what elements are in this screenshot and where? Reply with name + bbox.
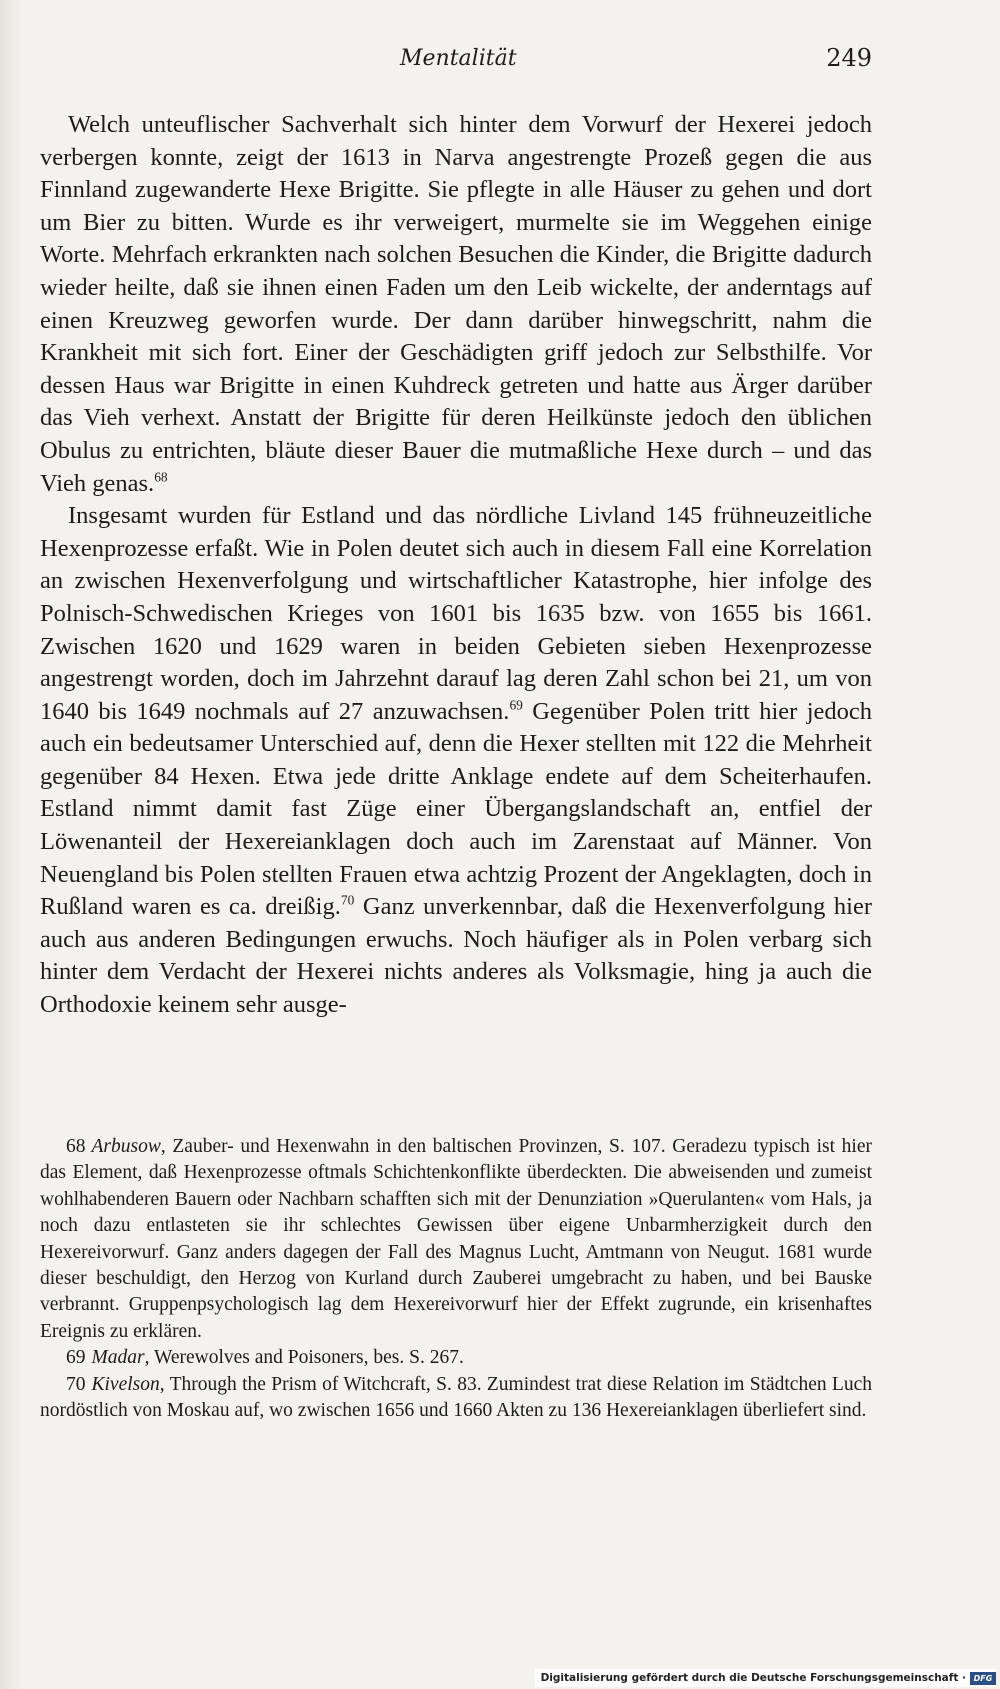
paragraph xyxy=(40,109,872,500)
digitization-note: Digitalisierung gefördert durch die Deutsche Forschungsgemeinschaft · xyxy=(540,1672,966,1684)
footnotes xyxy=(40,1134,872,1424)
paragraph-text: Ganz unverkennbar, daß die Hexenverfolgung hier auch aus anderen Bedingungen erwuchs. Noch häufiger als in Polen verbarg sich hinter dem Verdacht der Hexerei nichts anderes als Volksmagie, hing ja auch die Orthodoxie keinem sehr ausge- xyxy=(40,893,872,1019)
paragraph-text: Gegenüber Polen tritt hier jedoch auch ein bedeutsamer Unterschied auf, denn die Hexer stellten mit 122 die Mehrheit gegenüber 84 Hexen. Etwa jede dritte Anklage endete auf dem Scheiterhaufen. Estland nimmt damit fast Züge einer Übergangslandschaft an, entfiel der Löwenanteil der Hexereianklagen doch auch im Zarenstaat auf Männer. Von Neuengland bis Polen stellten Frauen etwa achtzig Prozent der Angeklagten, doch in Rußland waren es ca. dreißig. xyxy=(40,697,872,921)
paragraph xyxy=(40,500,872,1022)
dfg-logo-icon: DFG xyxy=(970,1672,996,1685)
footnote xyxy=(40,1372,872,1425)
footnote-author: Madar xyxy=(91,1347,145,1369)
footnote-number: 70 xyxy=(66,1373,86,1395)
footnote-number: 69 xyxy=(66,1347,86,1369)
page-number: 249 xyxy=(826,44,872,72)
running-head: Mentalität xyxy=(400,46,517,71)
paragraph-text: Welch unteuflischer Sachverhalt sich hinter dem Vorwurf der Hexerei jedoch verbergen konnte, zeigt der 1613 in Narva angestrengte Prozeß gegen die aus Finnland zugewanderte Hexe Brigitte. Sie pflegte in alle Häuser zu gehen und dort um Bier zu bitten. Wurde es ihr verweigert, murmelte sie im Weggehen einige Worte. Mehrfach erkrankten nach solchen Besuchen die Kinder, die Brigitte dadurch wieder heilte, daß sie ihnen einen Faden um den Leib wickelte, der anderntags auf einen Kreuzweg geworfen wurde. Der dann darüber hinwegschritt, nahm die Krankheit mit sich fort. Einer der Geschädigten griff jedoch zur Selbsthilfe. Vor dessen Haus war Brigitte in einen Kuhdreck getreten und hatte aus Ärger darüber das Vieh verhext. Anstatt der Brigitte für deren Heilkünste jedoch den üblichen Obulus zu entrichten, bläute dieser Bauer die mutmaßliche Hexe durch – und das Vieh genas. xyxy=(40,111,872,497)
footnote-reference[interactable]: 69 xyxy=(509,697,523,713)
footnote-reference[interactable]: 68 xyxy=(154,469,168,485)
main-text xyxy=(40,109,872,1022)
paragraph-text: Insgesamt wurden für Estland und das nördliche Livland 145 frühneuzeitliche Hexenprozesse erfaßt. Wie in Polen deutet sich auch in diesem Fall eine Korrelation an zwischen Hexenverfolgung und wirtschaftlicher Katastrophe, hier infolge des Polnisch-Schwedischen Krieges von 1601 bis 1635 bzw. von 1655 bis 1661. Zwischen 1620 und 1629 waren in beiden Gebieten sieben Hexenprozesse angestrengt worden, doch im Jahrzehnt darauf lag deren Zahl schon bei 21, um von 1640 bis 1649 nochmals auf 27 anzuwachsen. xyxy=(40,502,872,725)
footnote-text: , Zauber- und Hexenwahn in den baltischen Provinzen, S. 107. Geradezu typisch ist hier das Element, daß Hexenprozesse oftmals Schichtenkonflikte überdeckten. Die abweisenden und zumeist wohlhabenderen Bauern oder Nachbarn schafften sich mit der Denunziation »Querulanten« vom Hals, ja noch dazu entlasteten sie ihr schlechtes Gewissen über eigene Unbarmherzigkeit durch den Hexereivorwurf. Ganz anders dagegen der Fall des Magnus Lucht, Amtmann von Neugut. 1681 wurde dieser beschuldigt, den Herzog von Kurland durch Zauberei umgebracht zu haben, und bei Bauske verbrannt. Gruppenpsychologisch lag dem Hexereivorwurf hier der Effekt zugrunde, ein krisenhaftes Ereignis zu erklären. xyxy=(40,1136,872,1342)
footnote-author: Kivelson xyxy=(91,1373,160,1395)
footnote-text: , Through the Prism of Witchcraft, S. 83. Zumindest trat diese Relation im Städtchen Luch nordöstlich von Moskau auf, wo zwischen 1656 und 1660 Akten zu 136 Hexereianklagen überliefert sind. xyxy=(40,1373,872,1422)
digitization-footer xyxy=(535,1669,996,1687)
footnote-text: , Werewolves and Poisoners, bes. S. 267. xyxy=(144,1347,464,1369)
footnote xyxy=(40,1345,872,1371)
footnote-number: 68 xyxy=(66,1136,86,1157)
footnote-reference[interactable]: 70 xyxy=(340,892,355,908)
footnote xyxy=(40,1134,872,1345)
footnote-author: Arbusow xyxy=(91,1136,161,1157)
